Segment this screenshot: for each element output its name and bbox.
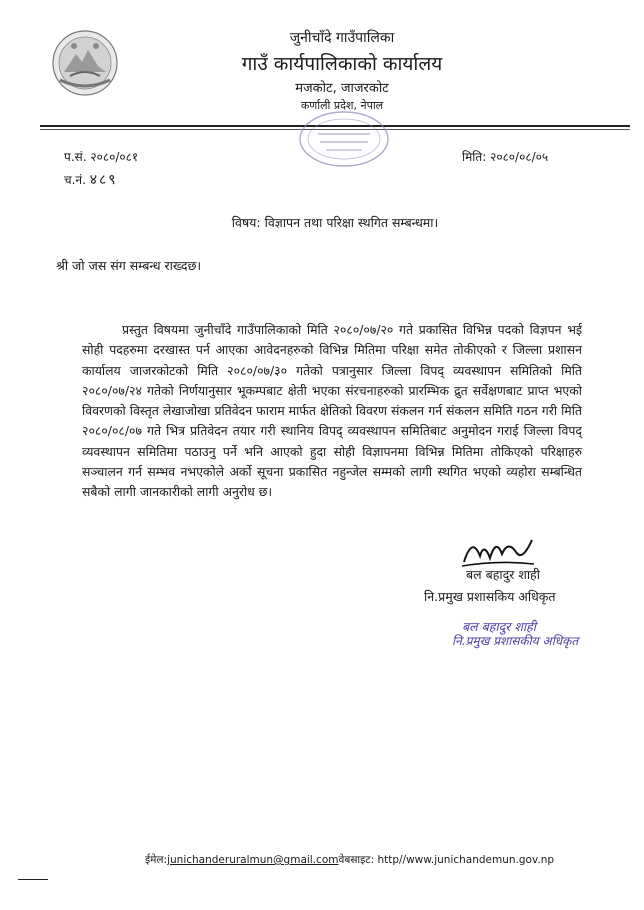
signatory-title: नि.प्रमुख प्रशासकिय अधिकृत [424, 589, 556, 604]
dispatch-number-value: ४८९ [89, 172, 118, 188]
signatory-name: बल बहादुर शाही [466, 567, 540, 582]
website-label: वेबसाइट: http// [338, 854, 407, 866]
office-name: गाउँ कार्यपालिकाको कार्यालय [241, 53, 443, 75]
letter-footer [145, 853, 554, 867]
dispatch-number [64, 170, 118, 189]
email-link[interactable]: junichanderuralmun@gmail.com [167, 854, 339, 866]
letter-salutation: श्री जो जस संग सम्बन्ध राख्दछ। [56, 258, 202, 273]
website-link[interactable]: www.junichandemun.gov.np [406, 854, 555, 866]
letter-date: मिति: २०८०/०८/०५ [462, 150, 549, 164]
dispatch-number-label: च.नं. [64, 173, 86, 187]
footer-mark [18, 879, 48, 880]
office-address: मजकोट, जाजरकोट [295, 81, 389, 96]
reference-number: प.सं. २०८०/०८१ [64, 150, 139, 164]
signatory-stamp-title: नि.प्रमुख प्रशासकीय अधिकृत [452, 634, 579, 648]
municipality-name: जुनीचाँदे गाउँपालिका [289, 30, 395, 46]
province-name: कर्णाली प्रदेश, नेपाल [300, 99, 384, 112]
email-label: ईमेल: [145, 854, 168, 866]
office-stamp [296, 108, 392, 170]
letter-subject: विषय: विज्ञापन तथा परिक्षा स्थगित सम्बन्धमा। [231, 215, 439, 230]
signatory-stamp-name: बल बहादुर शाही [462, 619, 536, 634]
letter-body: प्रस्तुत विषयमा जुनीचाँदे गाउँपालिकाको मिति २०८०/०७/२० गते प्रकासित विभिन्न पदको विज्ञपन भई सोही पदहरुमा दरखास्त पर्न आएका आवेदनहरुको विभिन्न मितिमा परिक्षा समेत तोकीएको र जिल्ला प्रशासन कार्यालय जाजरकोटको मिति २०८०/०७/३० गतेको पत्रानुसार जिल्ला विपद् व्यवस्थापन समितिको मिति २०८०/०७/२४ गतेको निर्णयानुसार भूकम्पबाट क्षेती भएका संरचनाहरुको प्रारम्भिक द्रुत सर्वेक्षणबाट प्राप्त भएको विवरणको विस्तृत लेखाजोखा प्रतिवेदन फाराम मार्फत क्षेतिको विवरण संकलन गर्न संकलन समिति गठन गरी मिति २०८०/०८/०७ गते भित्र प्रतिवेदन तयार गरी स्थानिय विपद् व्यवस्थापन समितिबाट अनुमोदन गराई जिल्ला विपद् व्यवस्थापन समितिमा पठाउनु पर्ने भनि आएको हुदा सोही विज्ञापनमा विभिन्न मितिमा तोकिएको परिक्षाहरु सञ्चालन गर्न सम्भव नभएकोले अर्को सूचना प्रकासित नहुन्जेल सम्मको लागी स्थगित भएको व्यहोरा सम्बन्धित सबैको लागी जानकारीको लागी अनुरोध छ। [82, 322, 582, 500]
